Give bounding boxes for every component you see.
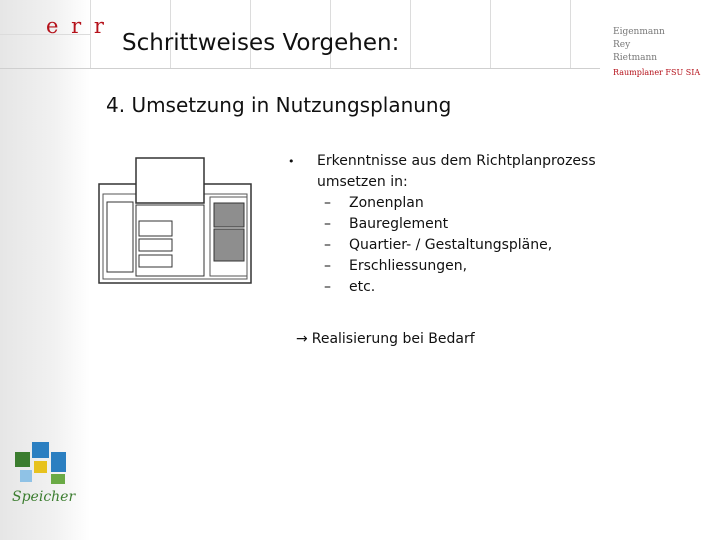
header-grid-line	[570, 0, 571, 68]
logo-square-blue	[51, 452, 66, 472]
bullet-text: Erkenntnisse aus dem Richtplanprozess umsetzen in:	[317, 153, 596, 190]
diagram-center-box	[139, 239, 172, 251]
list-item	[288, 235, 618, 256]
speicher-logo-text: Speicher	[12, 489, 76, 505]
list-item	[288, 214, 618, 235]
logo-square-green	[15, 452, 30, 467]
list-item-text: etc.	[349, 279, 376, 295]
list-item	[288, 256, 618, 277]
list-item-text: Baureglement	[349, 216, 449, 232]
bullet-dot: •	[288, 155, 295, 168]
slide-title: Schrittweises Vorgehen:	[122, 30, 400, 56]
logo-square-lightblue	[20, 470, 32, 482]
header-grid-line	[410, 0, 411, 68]
firm-name	[613, 26, 665, 65]
diagram-gray-box	[214, 229, 244, 261]
arrow-right-icon: →	[296, 331, 308, 347]
result-text: Realisierung bei Bedarf	[311, 331, 475, 347]
header-grid-line	[490, 0, 491, 68]
firm-name-line: Eigenmann	[613, 27, 665, 37]
dash-glyph: –	[324, 258, 331, 274]
list-item	[288, 277, 618, 298]
dash-glyph: –	[324, 237, 331, 253]
firm-subtitle: Raumplaner FSU SIA	[613, 68, 701, 77]
planning-diagram-illustration	[98, 157, 253, 285]
logo-square-yellow	[34, 461, 47, 473]
list-item-text: Zonenplan	[349, 195, 424, 211]
firm-name-line: Rey	[613, 40, 631, 50]
list-item-text: Quartier- / Gestaltungspläne,	[349, 237, 553, 253]
bullet-list	[288, 151, 618, 298]
diagram-center-box	[139, 221, 172, 236]
speicher-logo-icon	[6, 440, 76, 488]
dash-glyph: –	[324, 279, 331, 295]
bullet-item	[288, 151, 618, 193]
dash-glyph: –	[324, 216, 331, 232]
logo-square-blue	[32, 442, 49, 458]
diagram-center-box	[139, 255, 172, 267]
header-rule	[0, 68, 600, 69]
logo-square-green	[51, 474, 65, 484]
diagram-left-panel	[107, 202, 133, 272]
dash-glyph: –	[324, 195, 331, 211]
section-heading: 4. Umsetzung in Nutzungsplanung	[106, 93, 452, 117]
diagram-gray-box	[214, 203, 244, 227]
diagram-top-card	[136, 158, 204, 203]
result-line	[296, 331, 475, 347]
list-item-text: Erschliessungen,	[349, 258, 468, 274]
sub-list	[288, 193, 618, 298]
list-item	[288, 193, 618, 214]
firm-name-line: Rietmann	[613, 53, 658, 63]
err-logo: e r r	[46, 14, 107, 38]
